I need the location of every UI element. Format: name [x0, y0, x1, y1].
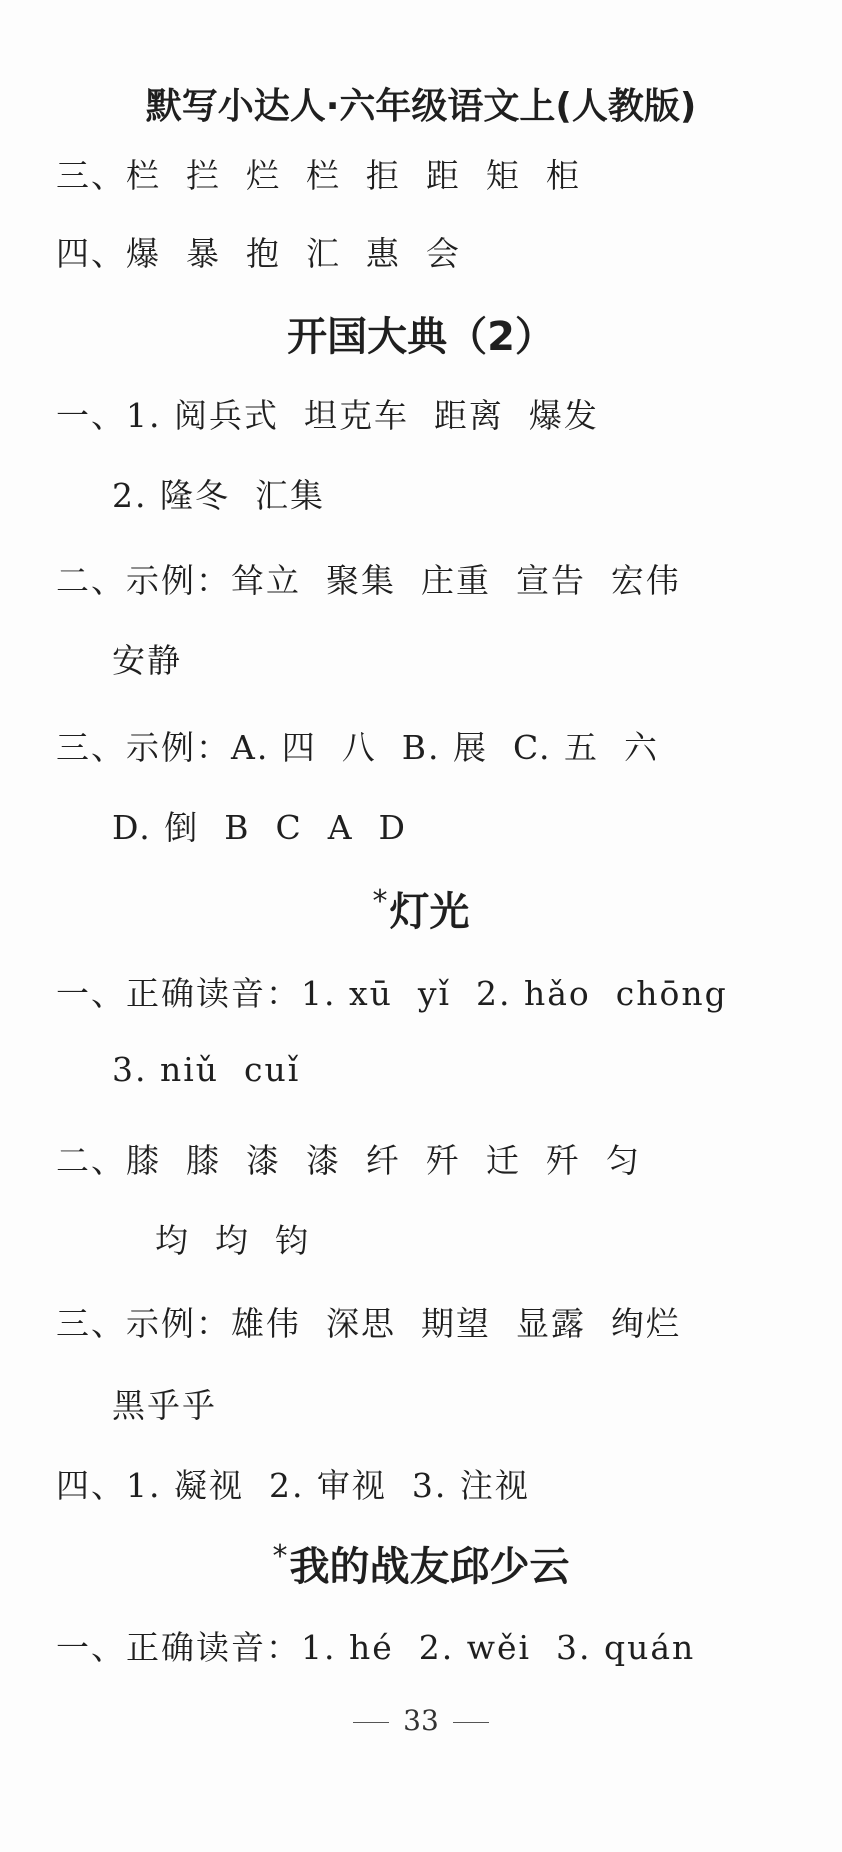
answer-line: 三、栏 拦 烂 栏 拒 距 矩 柜: [56, 156, 581, 195]
answer-line: 三、示例：A. 四 八 B. 展 C. 五 六: [56, 728, 660, 767]
page-footer: [0, 1704, 842, 1737]
star-mark: *: [372, 884, 388, 919]
answer-line: 均 均 钧: [155, 1221, 310, 1260]
section-title-kaiguodadian: 开国大典（2）: [287, 314, 555, 360]
answer-line: 四、1. 凝视 2. 审视 3. 注视: [56, 1466, 530, 1505]
answer-line: 黑乎乎: [112, 1386, 217, 1425]
answer-line: 二、示例：耸立 聚集 庄重 宣告 宏伟: [56, 561, 681, 600]
section-title-dengguang: [0, 880, 842, 937]
answer-line: 安静: [112, 641, 182, 680]
answer-line: 一、1. 阅兵式 坦克车 距离 爆发: [56, 396, 599, 435]
page-number: 33: [403, 1704, 439, 1737]
section-title-text: 我的战友邱少云: [289, 1544, 570, 1590]
footer-dash: [453, 1722, 489, 1723]
answer-line: 一、正确读音：1. hé 2. wěi 3. quán: [56, 1628, 696, 1667]
section-title-text: 灯光: [389, 889, 470, 935]
answer-line: 2. 隆冬 汇集: [112, 476, 325, 515]
answer-line: 二、膝 膝 漆 漆 纤 歼 迁 歼 匀: [56, 1141, 641, 1180]
section-title-wodezhanyou: [0, 1535, 842, 1592]
answer-line: 四、爆 暴 抱 汇 惠 会: [56, 234, 461, 273]
page-header: 默写小达人·六年级语文上(人教版): [145, 86, 697, 127]
footer-dash: [353, 1722, 389, 1723]
answer-line: 三、示例：雄伟 深思 期望 显露 绚烂: [56, 1304, 681, 1343]
answer-line: D. 倒 B C A D: [112, 808, 407, 847]
answer-line: 一、正确读音：1. xū yǐ 2. hǎo chōng: [56, 974, 728, 1013]
star-mark: *: [272, 1539, 288, 1574]
answer-line: 3. niǔ cuǐ: [112, 1050, 301, 1089]
